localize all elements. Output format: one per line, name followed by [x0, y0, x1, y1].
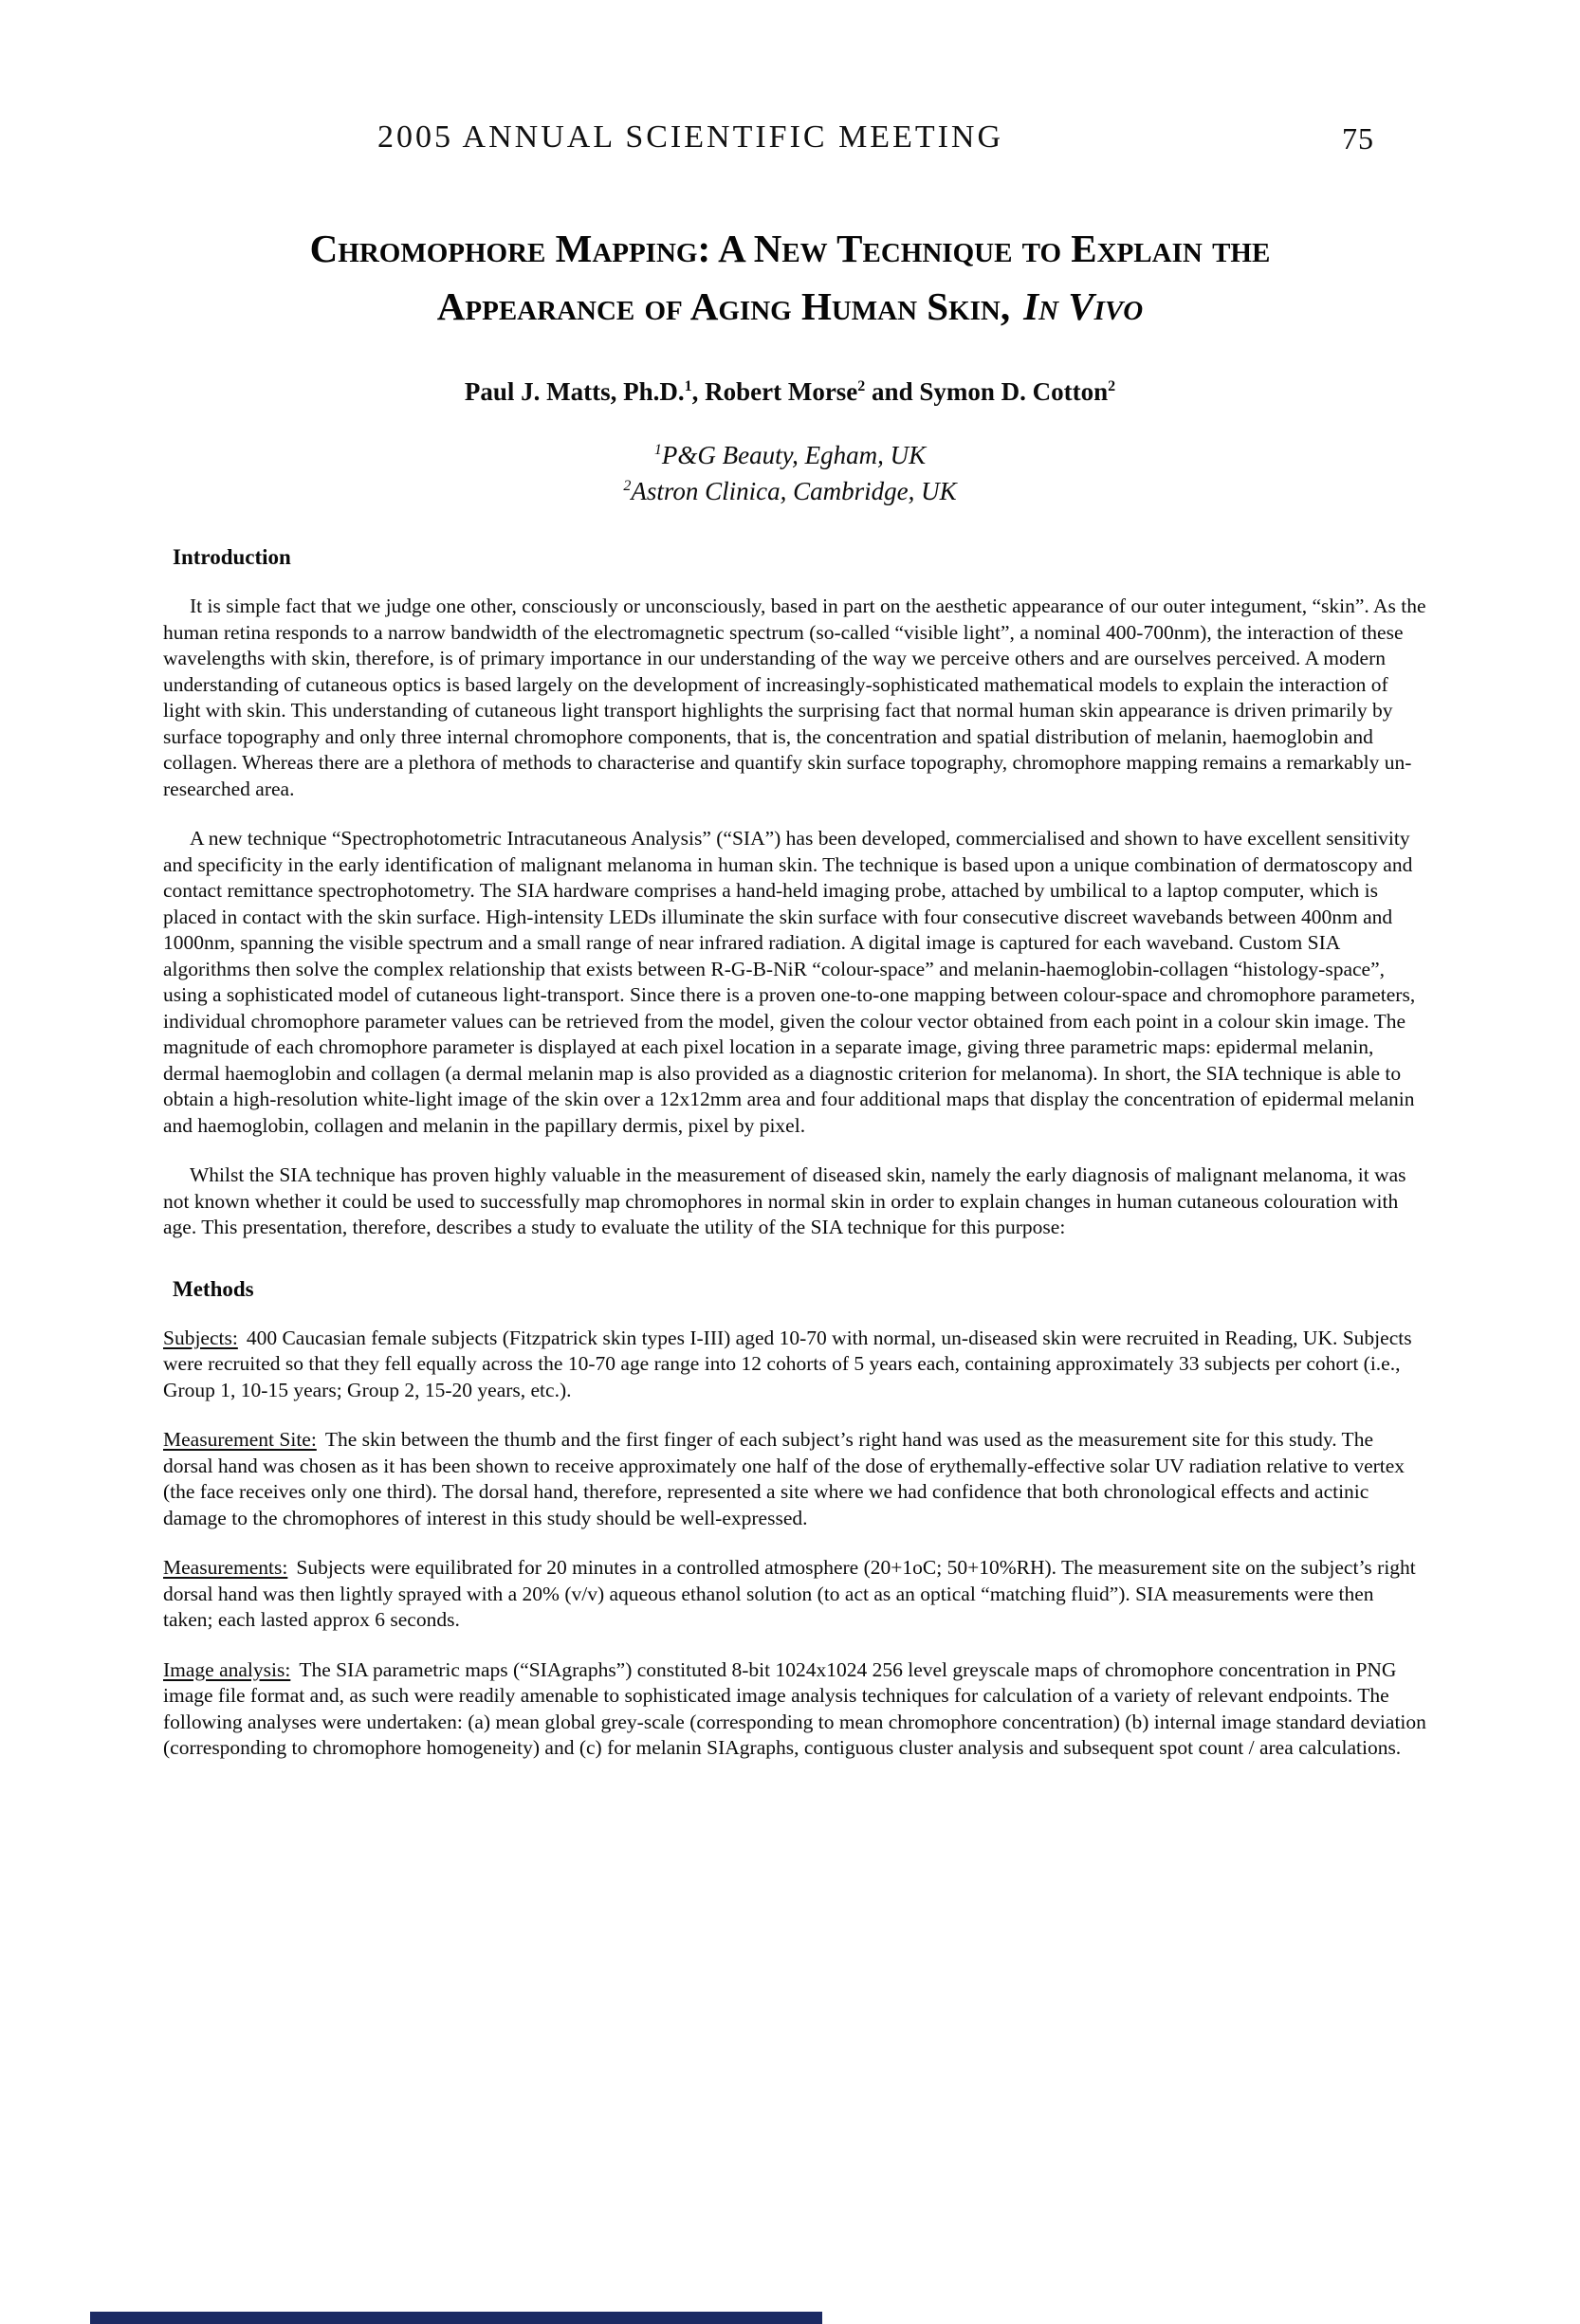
methods-measurement-site-paragraph — [163, 1427, 1426, 1531]
methods-heading: Methods — [173, 1276, 254, 1301]
affiliation-2 — [0, 473, 1580, 509]
affiliation-1 — [0, 437, 1580, 473]
author-separator-1: , — [691, 377, 706, 406]
affiliation-1-text: P&G Beauty, Egham, UK — [661, 441, 927, 469]
subjects-text: 400 Caucasian female subjects (Fitzpatrick skin types I-III) aged 10-70 with normal, un-diseased skin were recruited in Reading, UK. Subjects were recruited so that they fell equally across the 10-70 age range into 12 cohorts of 5 years each, containing approximately 33 subjects per cohort (i.e., Group 1, 10-15 years; Group 2, 15-20 years, etc.). — [163, 1326, 1412, 1401]
subjects-label: Subjects: — [163, 1326, 238, 1349]
image-analysis-label: Image analysis: — [163, 1657, 291, 1681]
methods-subjects-paragraph — [163, 1326, 1426, 1404]
affiliation-2-text: Astron Clinica, Cambridge, UK — [631, 477, 957, 505]
paper-title-line1: Chromophore Mapping: A New Technique to Explain the — [309, 227, 1271, 270]
affiliation-2-mark: 2 — [623, 478, 632, 494]
author-1: Paul J. Matts, Ph.D. — [464, 377, 685, 406]
running-head — [0, 119, 1580, 156]
article-content — [0, 220, 1580, 1762]
author-line — [0, 377, 1580, 407]
introduction-paragraph-2: A new technique “Spectrophotometric Intracutaneous Analysis” (“SIA”) has been developed, commercialised and shown to have excellent sensitivity and specificity in the early identification of malignant melanoma in human skin. The technique is based upon a unique combination of dermatoscopy and contact remittance spectrophotometry. The SIA hardware comprises a hand-held imaging probe, attached by umbilical to a laptop computer, which is placed in contact with the skin surface. High-intensity LEDs illuminate the skin surface with four consecutive discreet wavebands between 400nm and 1000nm, spanning the visible spectrum and a small range of near infrared radiation. A digital image is captured for each waveband. Custom SIA algorithms then solve the complex relationship that exists between R-G-B-NiR “colour-space” and melanin-haemoglobin-collagen “histology-space”, using a sophisticated model of cutaneous light-transport. Since there is a proven one-to-one mapping between colour-space and chromophore parameters, individual chromophore parameter values can be retrieved from the model, given the colour vector obtained from each point in a colour skin image. The magnitude of each chromophore parameter is displayed at each pixel location in a separate image, giving three parametric maps: epidermal melanin, dermal haemoglobin and collagen (a dermal melanin map is also provided as a diagnostic criterion for melanoma). In short, the SIA technique is able to obtain a high-resolution white-light image of the skin over a 12x12mm area and four additional maps that display the concentration of epidermal melanin and haemoglobin, collagen and melanin in the papillary dermis, pixel by pixel. — [163, 827, 1416, 1137]
affiliation-1-mark: 1 — [653, 442, 662, 458]
measurement-site-text: The skin between the thumb and the first finger of each subject’s right hand was used as the measurement site for this study. The dorsal hand was chosen as it has been shown to receive approximately one half of the dose of erythemally-effective solar UV radiation relative to vertex (the face receives only one third). The dorsal hand, therefore, represented a site where we had confidence that both chronological effects and actinic damage to the chromophores of interest in this study should be well-expressed. — [163, 1428, 1405, 1529]
measurement-site-label: Measurement Site: — [163, 1428, 317, 1451]
page-number: 75 — [1342, 121, 1374, 156]
author-2-affiliation-mark: 2 — [857, 378, 866, 394]
paper-title-line2: Appearance of Aging Human Skin, — [436, 284, 1011, 328]
paper-title-in-vivo: In Vivo — [1023, 284, 1144, 328]
methods-image-analysis-paragraph — [163, 1657, 1426, 1762]
introduction-paragraph-3: Whilst the SIA technique has proven highly valuable in the measurement of diseased skin, namely the early diagnosis of malignant melanoma, it was not known whether it could be used to successfully map chromophores in normal skin in order to explain changes in human cutaneous colouration with age. This presentation, therefore, describes a study to evaluate the utility of the SIA technique for this purpose: — [163, 1163, 1406, 1238]
introduction-paragraph-1: It is simple fact that we judge one other, consciously or unconsciously, based in part on the aesthetic appearance of our outer integument, “skin”. As the human retina responds to a narrow bandwidth of the electromagnetic spectrum (so-called “visible light”, a nominal 400-700nm), the interaction of these wavelengths with skin, therefore, is of primary importance in our understanding of the way we perceive others and are ourselves perceived. A modern understanding of cutaneous optics is based largely on the development of increasingly-sophisticated mathematical models to explain the interaction of light with skin. This understanding of cutaneous light transport highlights the surprising fact that normal human skin appearance is driven primarily by surface topography and only three internal chromophore components, that is, the concentration and spatial distribution of melanin, haemoglobin and collagen. Whereas there are a plethora of methods to characterise and quantify skin surface topography, chromophore mapping remains a remarkably un-researched area. — [163, 595, 1426, 800]
methods-measurements-paragraph — [163, 1555, 1426, 1634]
author-separator-2: and — [865, 377, 920, 406]
paper-title — [0, 220, 1580, 336]
image-analysis-text: The SIA parametric maps (“SIAgraphs”) constituted 8-bit 1024x1024 256 level greyscale maps of chromophore concentration in PNG image file format and, as such were readily amenable to sophisticated image analysis techniques for calculation of a variety of relevant endpoints. The following analyses were undertaken: (a) mean global grey-scale (corresponding to mean chromophore concentration) (b) internal image standard deviation (corresponding to chromophore homogeneity) and (c) for melanin SIAgraphs, contiguous cluster analysis and subsequent spot count / area calculations. — [163, 1657, 1426, 1759]
author-1-affiliation-mark: 1 — [684, 378, 692, 394]
author-3: Symon D. Cotton — [919, 377, 1109, 406]
measurements-label: Measurements: — [163, 1556, 288, 1579]
body-column — [163, 545, 1426, 1762]
introduction-heading: Introduction — [173, 545, 291, 569]
author-3-affiliation-mark: 2 — [1108, 378, 1116, 394]
measurements-text: Subjects were equilibrated for 20 minutes in a controlled atmosphere (20+1oC; 50+10%RH). The measurement site on the subject’s right dorsal hand was then lightly sprayed with a 20% (v/v) aqueous ethanol solution (to act as an optical “matching fluid”). SIA measurements were then taken; each lasted approx 6 seconds. — [163, 1556, 1416, 1631]
author-2: Robert Morse — [705, 377, 858, 406]
meeting-title: 2005 ANNUAL SCIENTIFIC MEETING — [377, 119, 1004, 155]
scan-artifact-bar — [90, 2312, 822, 2324]
affiliations — [0, 437, 1580, 509]
